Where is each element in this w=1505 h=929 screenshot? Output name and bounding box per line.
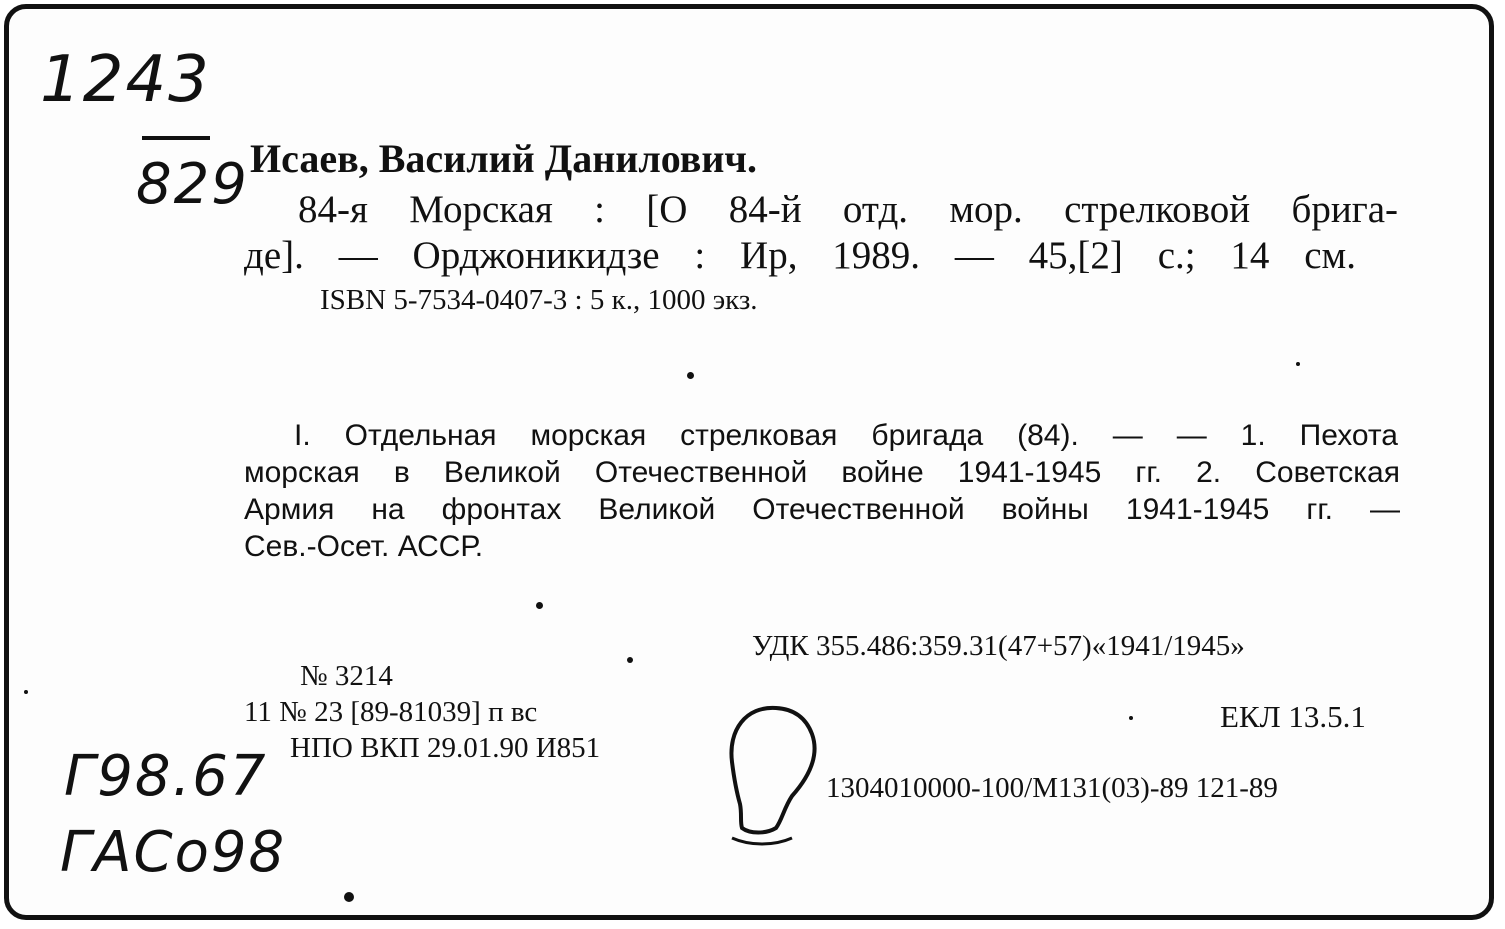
- subject-line-1: I. Отдельная морская стрелковая бригада (84). — — 1. Пехота: [294, 419, 1398, 452]
- speck: [24, 690, 28, 694]
- code-line: 1304010000-100/М131(03)-89 121-89: [826, 772, 1278, 804]
- order-line: 11 № 23 [89-81039] п вс: [244, 696, 538, 728]
- udk-line: УДК 355.486:359.31(47+57)«1941/1945»: [752, 630, 1245, 662]
- author-heading: Исаев, Василий Данилович.: [250, 136, 757, 181]
- inventory-mark-1: Г98.67: [64, 744, 268, 809]
- speck: [536, 602, 543, 609]
- title-line-2: де]. — Орджоникидзе : Ир, 1989. — 45,[2] с.; 14 см.: [244, 234, 1356, 277]
- speck: [1296, 362, 1300, 366]
- subject-line-2: морская в Великой Отечественной войне 1941-1945 гг. 2. Советская: [244, 456, 1400, 489]
- subject-line-3: Армия на фронтах Великой Отечественной войны 1941-1945 гг. —: [244, 493, 1400, 526]
- speck: [344, 892, 354, 902]
- title-line-1: 84-я Морская : [О 84-й отд. мор. стрелковой брига-: [298, 188, 1398, 231]
- isbn-line: ISBN 5-7534-0407-3 : 5 к., 1000 экз.: [320, 284, 758, 316]
- speck: [1129, 716, 1133, 720]
- shelf-mark-bottom: 829: [136, 152, 249, 217]
- shelf-mark-top: 1243: [40, 43, 211, 117]
- inventory-mark-2: ГАСо98: [60, 820, 287, 885]
- ekl-line: ЕКЛ 13.5.1: [1220, 699, 1366, 734]
- npo-line: НПО ВКП 29.01.90 И851: [290, 732, 601, 764]
- subject-line-4: Сев.-Осет. АССР.: [244, 530, 484, 563]
- speck: [627, 657, 633, 663]
- stamp-outline: [716, 700, 826, 852]
- shelf-mark-divider: [142, 136, 210, 140]
- speck: [687, 372, 694, 379]
- record-number: № 3214: [300, 660, 393, 692]
